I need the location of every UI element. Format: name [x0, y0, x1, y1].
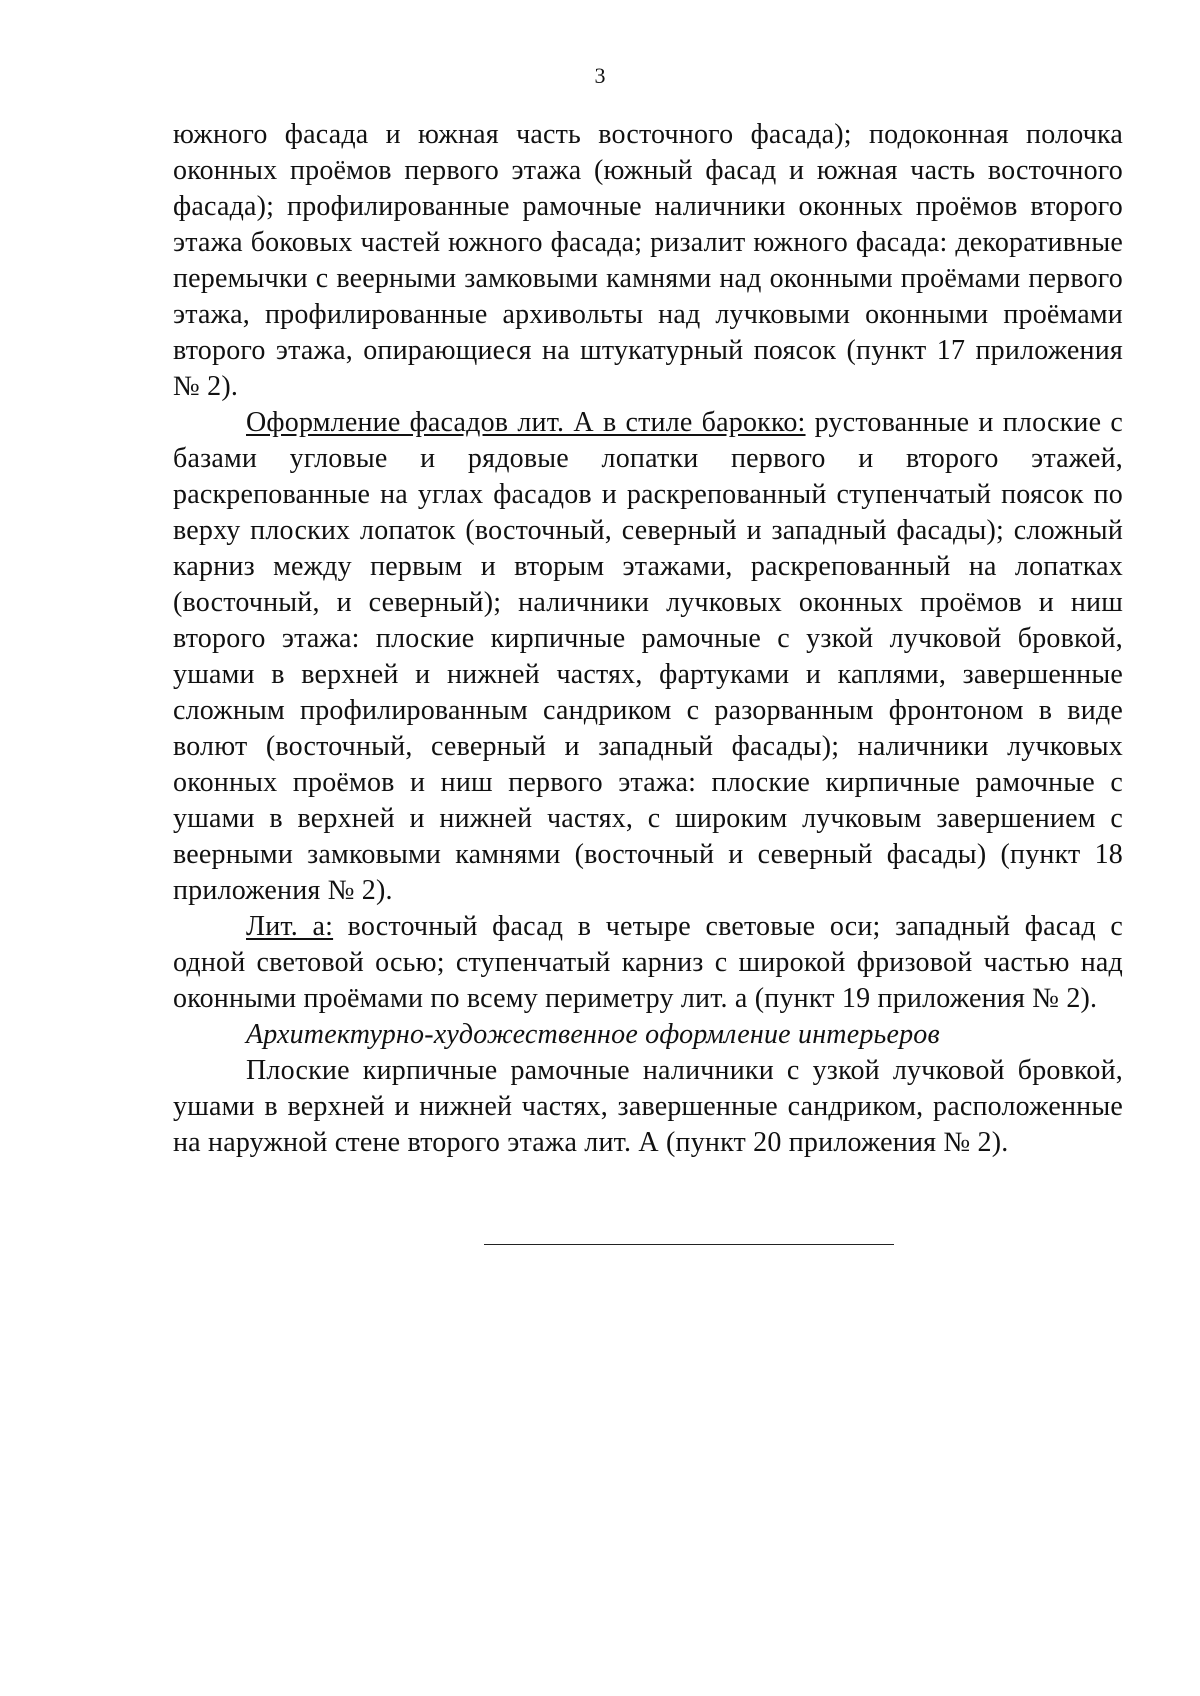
document-body [173, 117, 1123, 1161]
page-number: 3 [594, 63, 606, 88]
interiors-heading: Архитектурно-художественное оформление интерьеров [246, 1019, 940, 1050]
lit-a-text: восточный фасад в четыре световые оси; западный фасад с одной световой осью; ступенчатый карниз с широкой фризовой частью над оконными проёмами по всему периметру лит. а (пункт 19 приложения № 2). [173, 911, 1123, 1014]
paragraph-interiors: Плоские кирпичные рамочные наличники с узкой лучковой бровкой, ушами в верхней и нижней частях, завершенные сандриком, расположенные на наружной стене второго этажа лит. А (пункт 20 приложения № 2). [173, 1055, 1123, 1158]
baroque-facades-lead: Оформление фасадов лит. А в стиле барокко: [246, 407, 806, 438]
paragraph-lit-a [173, 909, 1123, 1017]
paragraph-south-facade: южного фасада и южная часть восточного фасада); подоконная полочка оконных проёмов первого этажа (южный фасад и южная часть восточного фасада); профилированные рамочные наличники оконных проёмов второго этажа боковых частей южного фасада; ризалит южного фасада: декоративные перемычки с веерными замковыми камнями над оконными проёмами первого этажа, профилированные архивольты над лучковыми оконными проёмами второго этажа, опирающиеся на штукатурный поясок (пункт 17 приложения № 2). [173, 119, 1123, 402]
end-divider [484, 1244, 894, 1245]
paragraph-baroque-facades [173, 405, 1123, 909]
baroque-facades-text: рустованные и плоские с базами угловые и рядовые лопатки первого и второго этажей, раскрепованные на углах фасадов и раскрепованный ступенчатый поясок по верху плоских лопаток (восточный, северный и западный фасады); сложный карниз между первым и вторым этажами, раскрепованный на лопатках (восточный, и северный); наличники лучковых оконных проёмов и ниш второго этажа: плоские кирпичные рамочные с узкой лучковой бровкой, ушами в верхней и нижней частях, фартуками и каплями, завершенные сложным профилированным сандриком с разорванным фронтоном в виде волют (восточный, северный и западный фасады); наличники лучковых оконных проёмов и ниш первого этажа: плоские кирпичные рамочные с ушами в верхней и нижней частях, с широким лучковым завершением с веерными замковыми камнями (восточный и северный фасады) (пункт 18 приложения № 2). [173, 407, 1123, 906]
lit-a-lead: Лит. а: [246, 911, 334, 942]
